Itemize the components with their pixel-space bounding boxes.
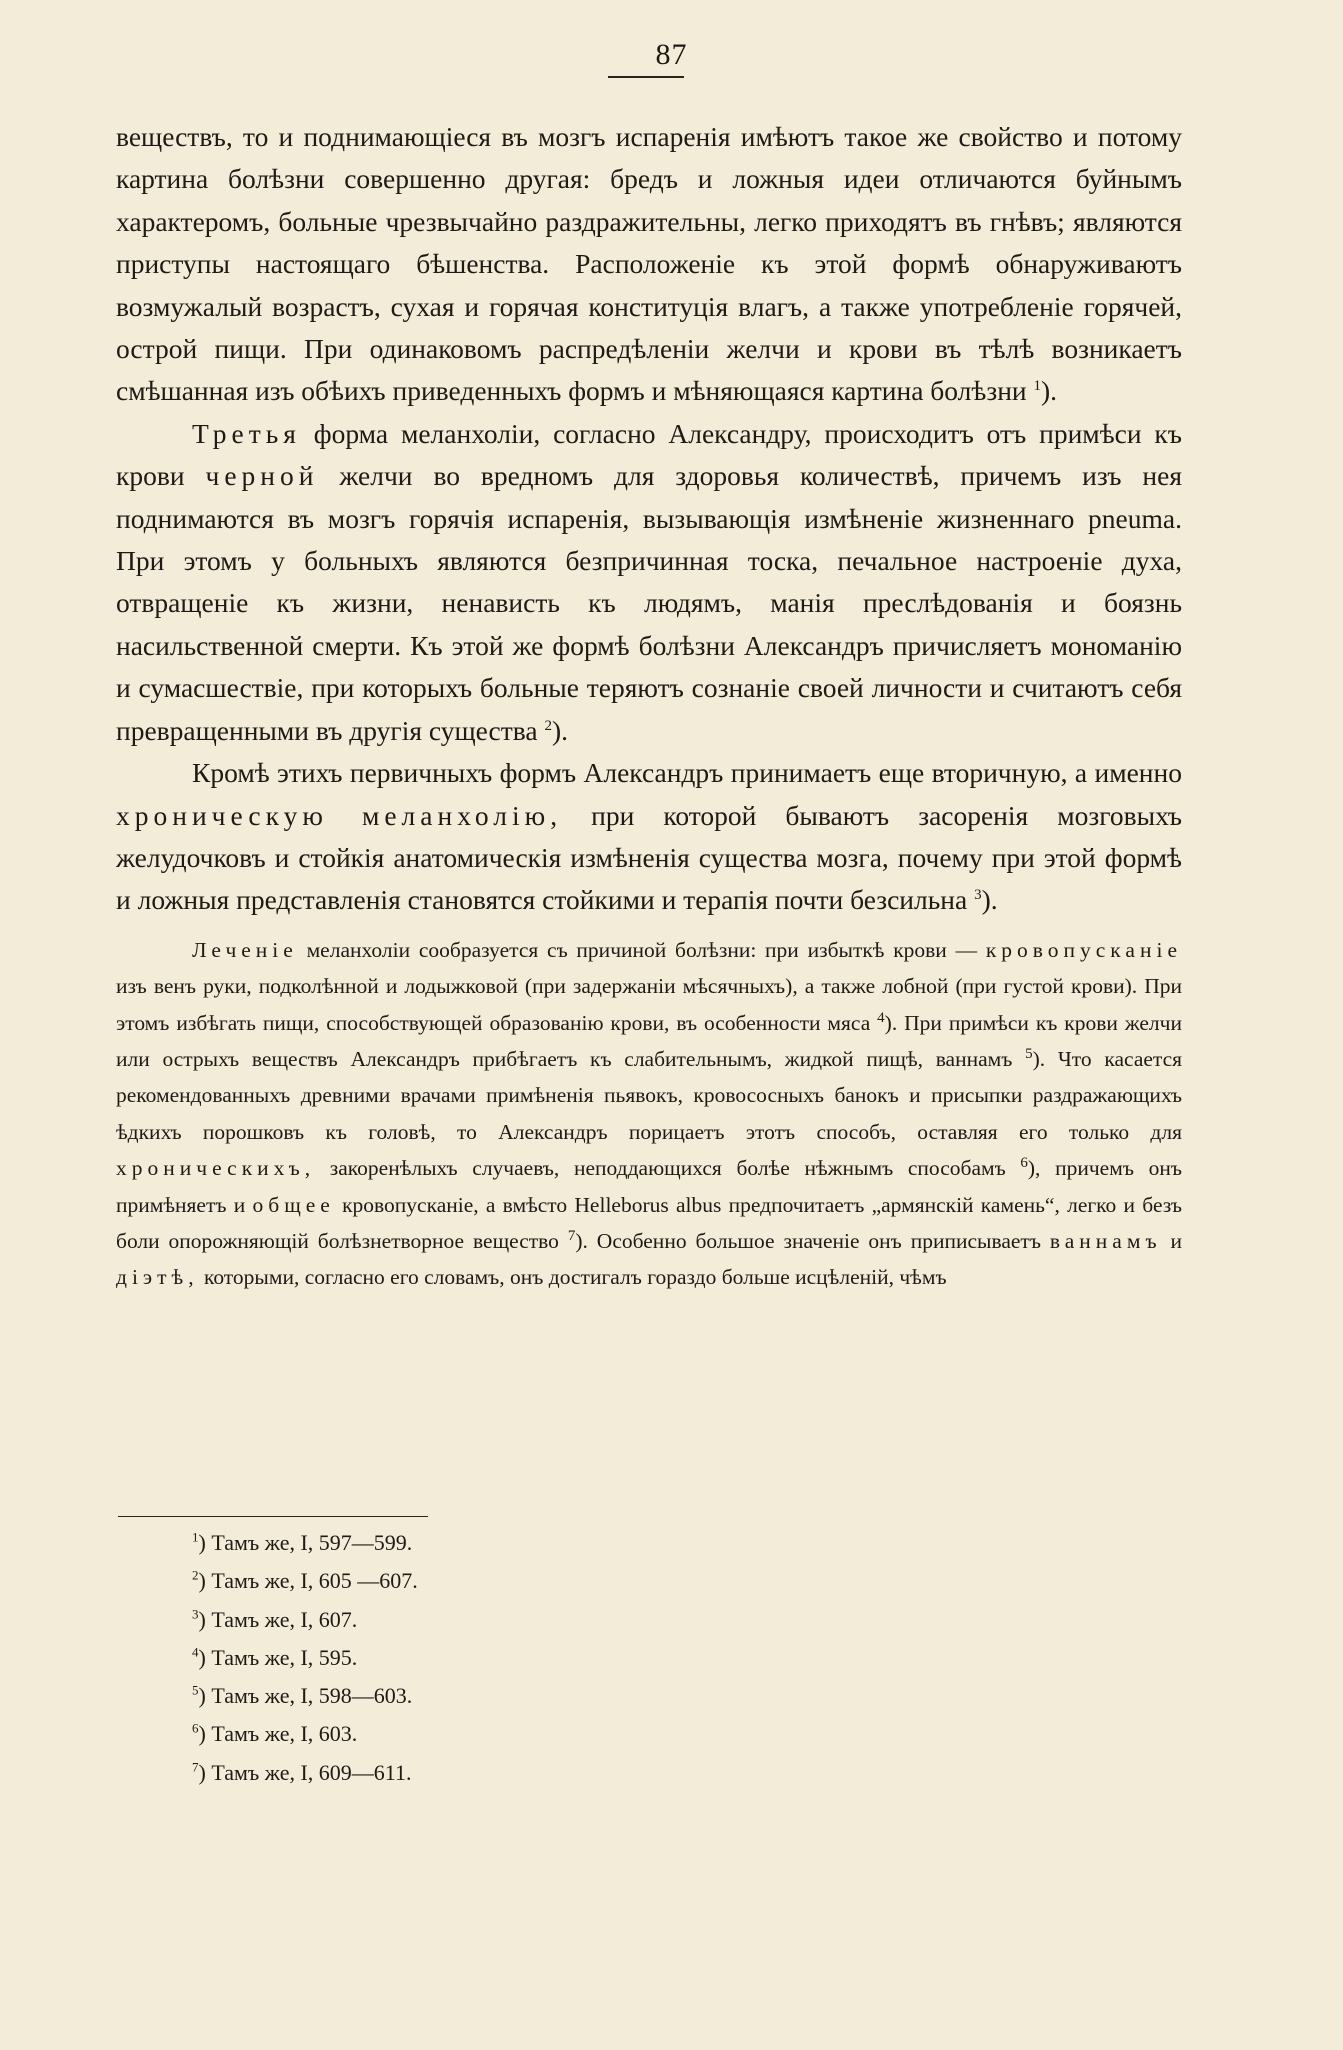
footnote-ref: 6 — [1020, 1155, 1028, 1171]
emphasized-text: черной — [205, 460, 319, 492]
footnote: $^6$) Тамъ же, I, 603. — [192, 1721, 358, 1747]
text-run: меланхоліи сообразуется съ причиной болѣзни: при избыткѣ крови — — [297, 937, 986, 962]
footnote-ref: 1 — [1033, 378, 1042, 395]
footnote: $^7$) Тамъ же, I, 609—611. — [192, 1759, 412, 1785]
text-run: веществъ, то и поднимающіеся въ мозгъ испаренія имѣютъ такое же свойство и потому картина болѣзни совершенно другая: бредъ и ложныя идеи отличаются буйнымъ характеромъ, больные чрезвычайно раздражительны, легко приходятъ въ гнѣвъ; являются приступы настоящаго бѣшенства. Расположеніе къ этой формѣ обнаруживаютъ возмужалый возрастъ, сухая и горячая конституція влагъ, а также употребленіе горячей, острой пищи. При одинаковомъ распредѣленіи желчи и крови въ тѣлѣ возникаетъ смѣшанная изъ обѣихъ приведенныхъ формъ и мѣняющаяся картина болѣзни — [116, 121, 1182, 407]
text-run: при которой бываютъ засоренія мозговыхъ желудочковъ и стойкія анатомическія измѣненія существа мозга, почему при этой формѣ и ложныя представленія становятся стойкими и терапія почти безсильна — [116, 799, 1182, 916]
footnote: $^2$) Тамъ же, I, 605 —607. — [192, 1567, 418, 1594]
footnote: $^3$) Тамъ же, I, 607. — [192, 1606, 358, 1632]
text-run: ). — [981, 884, 998, 916]
footnote: $^5$) Тамъ же, I, 598—603. — [192, 1682, 413, 1709]
footnote-ref: 4 — [877, 1009, 885, 1026]
text-run: ). При примѣси къ крови желчи или острыхъ веществъ Александръ прибѣгаетъ къ слабительнымъ, жидкой пищѣ, ваннамъ — [116, 1010, 1182, 1071]
footnote-mark: 1 — [192, 1529, 199, 1545]
footnote-text: Тамъ же, I, 605 —607. — [211, 1568, 418, 1594]
footnote-text: Тамъ же, I, 598—603. — [211, 1683, 413, 1709]
footnote-text: Тамъ же, I, 603. — [211, 1721, 358, 1747]
emphasized-text: діэтѣ, — [116, 1265, 199, 1290]
footnote-rule — [118, 1516, 428, 1517]
emphasized-text: ваннамъ — [1049, 1228, 1162, 1253]
footnote-ref: 3 — [974, 887, 982, 904]
main-text — [116, 116, 1182, 1296]
text-run: ). Что касается рекомендованныхъ древними врачами примѣненія пьявокъ, кровососныхъ банокъ и присыпки раздражающихъ ѣдкихъ порошковъ къ головѣ, то Александръ порицаетъ этотъ способъ, оставляя его только для — [116, 1046, 1183, 1144]
emphasized-text: Леченіе — [192, 937, 298, 962]
footnote-text: Тамъ же, I, 607. — [211, 1606, 358, 1632]
text-run: ), причемъ онъ примѣняетъ и — [116, 1156, 1183, 1217]
emphasized-text: кровопусканіе — [985, 937, 1182, 962]
text-run: Кромѣ этихъ первичныхъ формъ Александръ принимаетъ еще вторичную, а именно — [192, 757, 1182, 789]
text-run: ). — [1041, 375, 1058, 407]
footnote-mark: 7 — [192, 1759, 199, 1775]
footnote-ref: 2 — [544, 717, 552, 734]
page-number-rule — [608, 76, 684, 78]
text-run: форма меланхоліи, согласно Александру, происходитъ отъ примѣси къ крови — [116, 417, 1182, 492]
paragraph — [116, 752, 1182, 922]
emphasized-text: хроническихъ, — [116, 1156, 316, 1181]
footnotes — [192, 1524, 418, 1792]
footnote-ref: 5 — [1025, 1045, 1033, 1062]
footnote-mark: 3 — [192, 1606, 199, 1622]
text-run: ). Особенно большое значеніе онъ приписываетъ — [575, 1228, 1050, 1253]
text-run: и — [1161, 1228, 1183, 1253]
text-run: ). — [551, 714, 568, 746]
paragraph — [116, 413, 1182, 752]
footnote-text: Тамъ же, I, 609—611. — [211, 1759, 412, 1785]
emphasized-text: Третья — [192, 417, 301, 449]
paragraph — [116, 116, 1182, 413]
footnote-ref: 7 — [567, 1227, 576, 1244]
footnote-mark: 4 — [192, 1644, 199, 1660]
text-run: желчи во вредномъ для здоровья количествѣ, причемъ изъ нея поднимаются въ мозгъ горячія испаренія, вызывающія измѣненіе жизненнаго pneuma. При этомъ у больныхъ являются безпричинная тоска, печальное настроеніе духа, отвращеніе къ жизни, ненависть къ людямъ, манія преслѣдованія и боязнь насильственной смерти. Къ этой же формѣ болѣзни Александръ причисляетъ мономанію и сумасшествіе, при которыхъ больные теряютъ сознаніе своей личности и считаютъ себя превращенными въ другія существа — [116, 460, 1183, 746]
footnote-text: Тамъ же, I, 597—599. — [211, 1530, 413, 1555]
page-number: 87 — [655, 38, 688, 71]
emphasized-text: хроническую меланхолію, — [116, 799, 563, 831]
footnote-mark: 6 — [192, 1721, 199, 1737]
emphasized-text: общее — [252, 1192, 335, 1217]
text-run: кровопусканіе, а вмѣсто Helleborus albus предпочитаетъ „армянскій камень“, легко и безъ боли опорожняющій болѣзнетворное вещество — [116, 1192, 1182, 1253]
footnote: $^4$) Тамъ же, I, 595. — [192, 1644, 358, 1670]
footnote: $^1$) Тамъ же, I, 597—599. — [192, 1529, 413, 1555]
text-run: закоренѣлыхъ случаевъ, неподдающихся болѣе нѣжнымъ способамъ — [315, 1156, 1021, 1181]
text-run: изъ венъ руки, подколѣнной и лодыжковой (при задержаніи мѣсячныхъ), а также лобной (при густой крови). При этомъ избѣгать пищи, способствующей образованію крови, въ особенности мяса — [116, 974, 1182, 1035]
small-print-paragraph — [116, 932, 1182, 1296]
footnote-mark: 5 — [192, 1682, 199, 1698]
text-run: которыми, согласно его словамъ, онъ достигалъ гораздо больше исцѣленій, чѣмъ — [198, 1265, 947, 1290]
footnote-mark: 2 — [192, 1567, 199, 1583]
footnote-text: Тамъ же, I, 595. — [211, 1644, 358, 1670]
